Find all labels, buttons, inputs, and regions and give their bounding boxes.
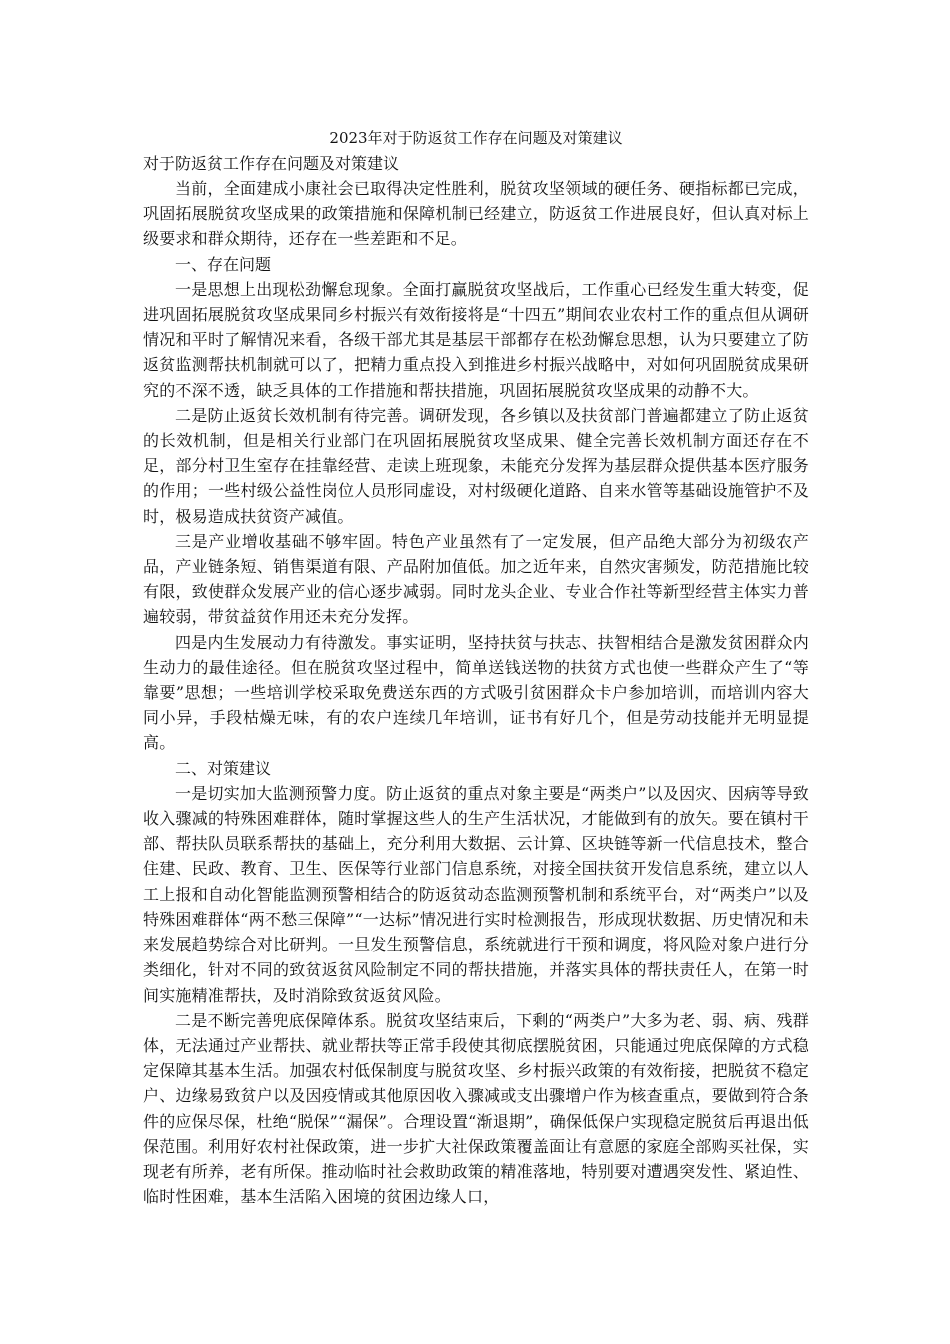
problem-paragraph: 二是防止返贫长效机制有待完善。调研发现，各乡镇以及扶贫部门普遍都建立了防止返贫的长效机制，但是相关行业部门在巩固拓展脱贫攻坚成果、健全完善长效机制方面还存在不足，部分村卫生室存在挂靠经营、走读上班现象，未能充分发挥为基层群众提供基本医疗服务的作用；一些村级公益性岗位人员形同虚设，对村级硬化道路、自来水管等基础设施管护不及时，极易造成扶贫资产减值。 — [143, 405, 809, 526]
suggestion-paragraph: 一是切实加大监测预警力度。防止返贫的重点对象主要是“两类户”以及因灾、因病等导致收入骤减的特殊困难群体，随时掌握这些人的生产生活状况，才能做到有的放矢。要在镇村干部、帮扶队员联系帮扶的基础上，充分利用大数据、云计算、区块链等新一代信息技术，整合住建、民政、教育、卫生、医保等行业部门信息系统，对接全国扶贫开发信息系统，建立以人工上报和自动化智能监测预警相结合的防返贫动态监测预警机制和系统平台，对“两类户”以及特殊困难群体“两不愁三保障”“一达标”情况进行实时检测报告，形成现状数据、历史情况和未来发展趋势综合对比研判。一旦发生预警信息，系统就进行干预和调度，将风险对象户进行分类细化，针对不同的致贫返贫风险制定不同的帮扶措施，并落实具体的帮扶责任人，在第一时间实施精准帮扶，及时消除致贫返贫风险。 — [143, 783, 809, 1005]
problem-paragraph: 一是思想上出现松劲懈怠现象。全面打赢脱贫攻坚战后，工作重心已经发生重大转变，促进巩固拓展脱贫攻坚成果同乡村振兴有效衔接将是“十四五”期间农业农村工作的重点但从调研情况和平时了解情况来看，各级干部尤其是基层干部都存在松劲懈怠思想，认为只要建立了防返贫监测帮扶机制就可以了，把精力重点投入到推进乡村振兴战略中，对如何巩固脱贫成果研究的不深不透，缺乏具体的工作措施和帮扶措施，巩固拓展脱贫攻坚成果的动静不大。 — [143, 279, 809, 400]
document-subtitle: 对于防返贫工作存在问题及对策建议 — [143, 154, 400, 173]
problem-paragraph: 四是内生发展动力有待激发。事实证明，坚持扶贫与扶志、扶智相结合是激发贫困群众内生动力的最佳途径。但在脱贫攻坚过程中，简单送钱送物的扶贫方式也使一些群众产生了“等靠要”思想；一些培训学校采取免费送东西的方式吸引贫困群众卡户参加培训，而培训内容大同小异，手段枯燥无味，有的农户连续几年培训，证书有好几个，但是劳动技能并无明显提高。 — [143, 632, 809, 753]
section-heading-suggestions: 二、对策建议 — [175, 758, 272, 778]
intro-paragraph: 当前，全面建成小康社会已取得决定性胜利，脱贫攻坚领域的硬任务、硬指标都已完成，巩固拓展脱贫攻坚成果的政策措施和保障机制已经建立，防返贫工作进展良好，但认真对标上级要求和群众期待，还存在一些差距和不足。 — [143, 179, 809, 249]
document-body — [143, 127, 809, 1209]
suggestion-paragraph: 二是不断完善兜底保障体系。脱贫攻坚结束后，下剩的“两类户”大多为老、弱、病、残群体，无法通过产业帮扶、就业帮扶等正常手段使其彻底摆脱贫困，只能通过兜底保障的方式稳定保障其基本生活。加强农村低保制度与脱贫攻坚、乡村振兴政策的有效衔接，把脱贫不稳定户、边缘易致贫户以及因疫情或其他原因收入骤减或支出骤增户作为核查重点，要做到符合条件的应保尽保，杜绝“脱保”“漏保”。合理设置“渐退期”，确保低保户实现稳定脱贫后再退出低保范围。利用好农村社保政策，进一步扩大社保政策覆盖面让有意愿的家庭全部购买社保，实现老有所养，老有所保。推动临时社会救助政策的精准落地，特别要对遭遇突发性、紧迫性、临时性困难，基本生活陷入困境的贫困边缘人口， — [143, 1010, 809, 1207]
section-heading-problems: 一、存在问题 — [175, 254, 272, 274]
problem-paragraph: 三是产业增收基础不够牢固。特色产业虽然有了一定发展，但产品绝大部分为初级农产品，产业链条短、销售渠道有限、产品附加值低。加之近年来，自然灾害频发，防范措施比较有限，致使群众发展产业的信心逐步减弱。同时龙头企业、专业合作社等新型经营主体实力普遍较弱，带贫益贫作用还未充分发挥。 — [143, 531, 809, 627]
document-title: 2023年对于防返贫工作存在问题及对策建议 — [329, 129, 623, 147]
